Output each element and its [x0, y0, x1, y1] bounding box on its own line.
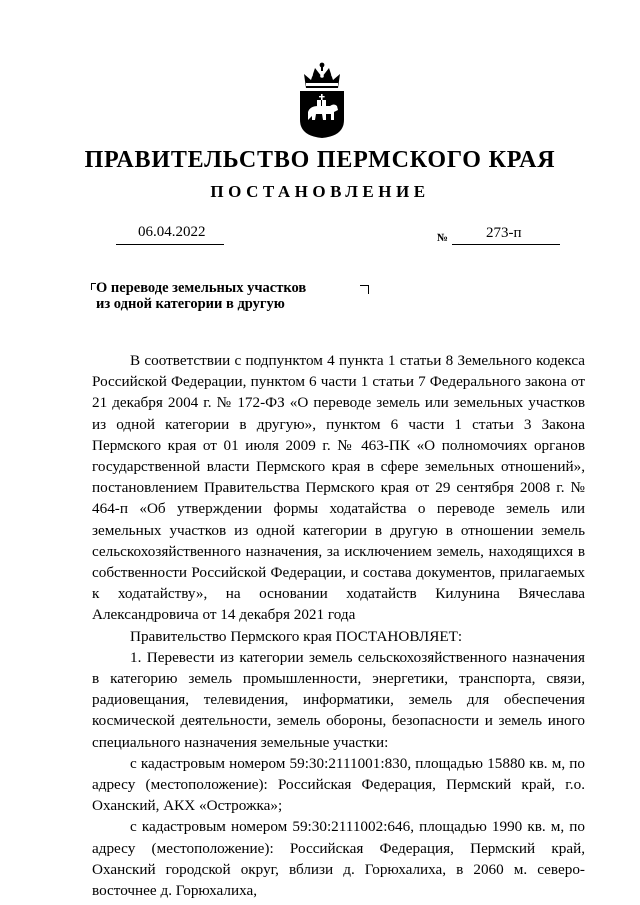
- number-prefix: №: [437, 232, 449, 244]
- number-underline: [452, 244, 560, 245]
- document-subject: [96, 280, 396, 312]
- perm-krai-coat-of-arms-icon: [296, 62, 348, 138]
- date-underline: [116, 244, 224, 245]
- subject-line-1: О переводе земельных участков: [96, 280, 307, 296]
- body-paragraph: 1. Перевести из категории земель сельскохозяйственного назначения в категорию земель промышленности, энергетики, транспорта, связи, радиовещания, телевидения, информатики, земель для обеспечения космической деятельности, земель обороны, безопасности и земель иного специального назначения земельные участки:: [92, 648, 585, 751]
- body-paragraph: с кадастровым номером 59:30:2111001:830, площадью 15880 кв. м, по адресу (местоположение): Российская Федерация, Пермский край, г.о. Оханский, АКХ «Острожка»;: [92, 754, 585, 815]
- document-date: 06.04.2022: [138, 224, 206, 240]
- document-type: ПОСТАНОВЛЕНИЕ: [210, 182, 430, 201]
- subject-line-2: из одной категории в другую: [96, 296, 285, 312]
- body-paragraph: с кадастровым номером 59:30:2111002:646, площадью 1990 кв. м, по адресу (местоположение): Российская Федерация, Пермский край, Оханский городской округ, вблизи д. Горюхалиха, в 2060 м. северо-восточнее д. Горюхалиха,: [92, 818, 585, 900]
- document-number: 273-п: [486, 225, 522, 241]
- body-paragraph: Правительство Пермского края ПОСТАНОВЛЯЕТ:: [130, 627, 463, 645]
- document-body: [92, 350, 585, 901]
- body-paragraph: В соответствии с подпунктом 4 пункта 1 статьи 8 Земельного кодекса Российской Федерации, пунктом 6 части 1 статьи 7 Федерального закона от 21 декабря 2004 г. № 172-ФЗ «О переводе земель или земельных участков из одной категории в другую», пунктом 6 части 1 статьи 3 Закона Пермского края от 01 июля 2009 г. № 463-ПК «О полномочиях органов государственной власти Пермского края в сфере земельных отношений», постановлением Правительства Пермского края от 29 сентября 2008 г. № 464-п «Об утверждении формы ходатайства о переводе земель или земельных участков из одной категории в другую в отношении земель сельскохозяйственного назначения, за исключением земель, находящихся в собственности Российской Федерации, и состава документов, прилагаемых к ходатайству», на основании ходатайств Килунина Вячеслава Александровича от 14 декабря 2021 года: [92, 352, 585, 624]
- government-title: ПРАВИТЕЛЬСТВО ПЕРМСКОГО КРАЯ: [84, 147, 556, 173]
